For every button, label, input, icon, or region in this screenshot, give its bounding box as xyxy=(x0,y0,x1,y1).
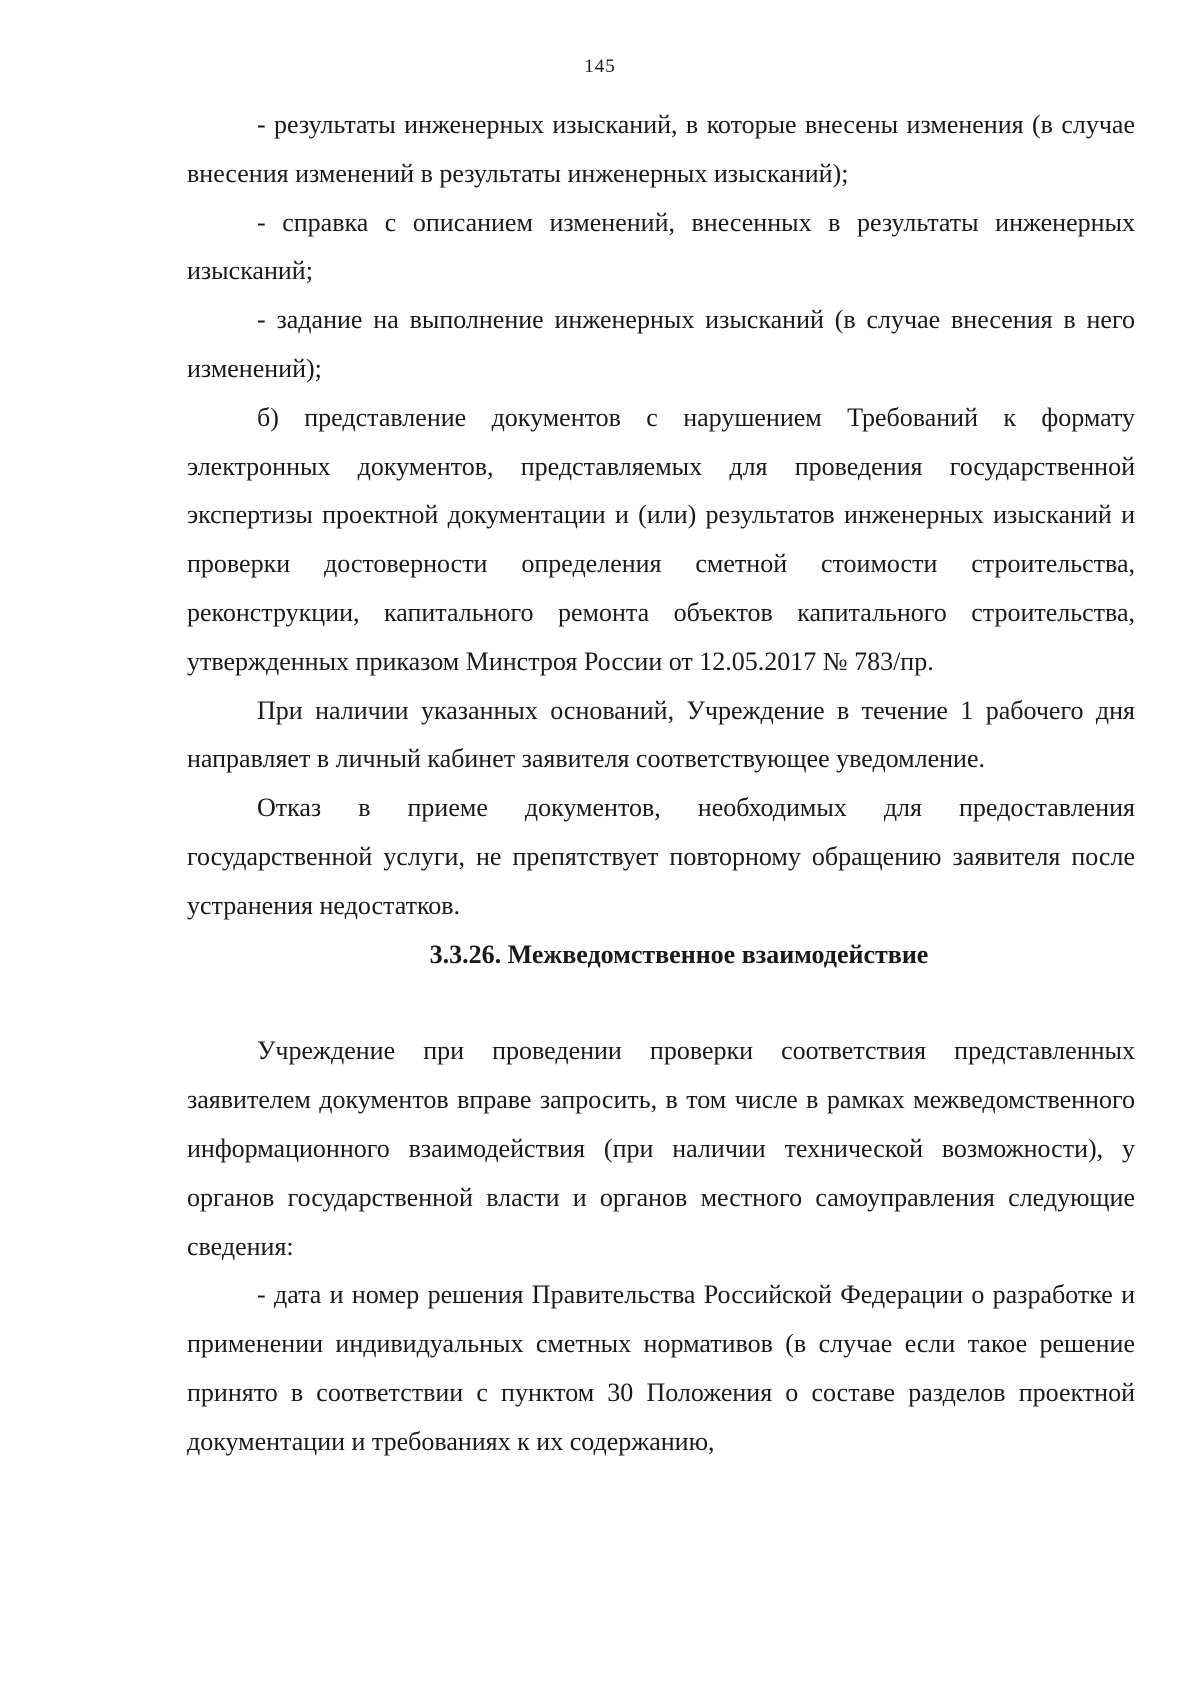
paragraph-survey-assignment: - задание на выполнение инженерных изысканий (в случае внесения в него изменений); xyxy=(187,305,1135,383)
paragraph-notification: При наличии указанных оснований, Учреждение в течение 1 рабочего дня направляет в личный кабинет заявителя соответствующее уведомление. xyxy=(187,695,1135,774)
paragraph-format-violation: б) представление документов с нарушением Требований к формату электронных документов, представляемых для проведения государственной экспертизы проектной документации и (или) результатов инженерных изысканий и проверки достоверности определения сметной стоимости строительства, реконструкции, капитального ремонта объектов капитального строительства, утвержденных приказом Минстроя России от 12.05.2017 № 783/пр. xyxy=(187,402,1135,676)
paragraph-refusal: Отказ в приеме документов, необходимых для предоставления государственной услуги, не препятствует повторному обращению заявителя после устранения недостатков. xyxy=(187,793,1135,920)
paragraph-engineering-results: - результаты инженерных изысканий, в которые внесены изменения (в случае внесения изменений в результаты инженерных изысканий); xyxy=(187,110,1135,188)
page-number: 145 xyxy=(584,56,616,77)
paragraph-government-decision: - дата и номер решения Правительства Российской Федерации о разработке и применении индивидуальных сметных нормативов (в случае если такое решение принято в соответствии с пунктом 30 Положения о составе разделов проектной документации и требованиях к их содержанию, xyxy=(187,1280,1135,1456)
paragraph-changes-certificate: - справка с описанием изменений, внесенных в результаты инженерных изысканий; xyxy=(187,207,1135,286)
document-body xyxy=(187,101,1135,1467)
section-spacer xyxy=(187,979,1135,1027)
section-heading: 3.3.26. Межведомственное взаимодействие xyxy=(429,939,929,969)
paragraph-interagency-request: Учреждение при проведении проверки соответствия представленных заявителем документов вправе запросить, в том числе в рамках межведомственного информационного взаимодействия (при наличии технической возможности), у органов государственной власти и органов местного самоуправления следующие сведения: xyxy=(187,1036,1135,1261)
